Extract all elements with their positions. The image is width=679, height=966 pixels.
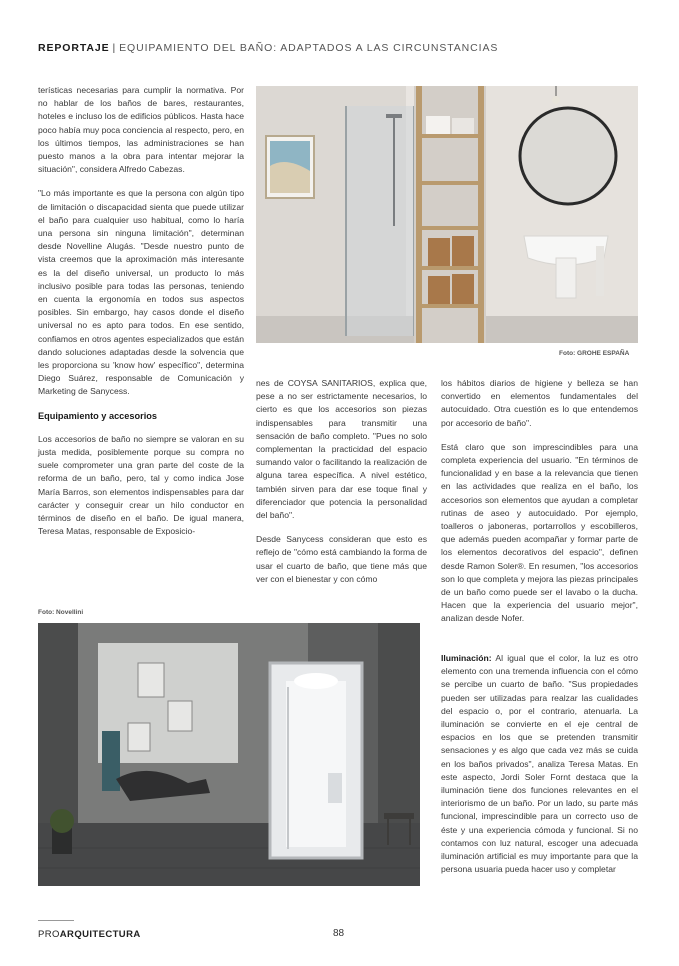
photo-caption: Foto: Novellini: [38, 609, 84, 616]
paragraph: los hábitos diarios de higiene y belleza se han convertido en elementos fundamentales del autocuidado. Otra cuestión es lo que entendemos por accesorio de baño".: [441, 378, 638, 428]
photo-caption: Foto: GROHE ESPAÑA: [559, 350, 630, 357]
shower-room-photo: [38, 623, 420, 886]
text-column-1: [38, 84, 244, 550]
section-heading: Equipamiento y accesorios: [38, 410, 157, 421]
paragraph: "Lo más importante es que la persona con algún tipo de limitación o discapacidad sienta que puede utilizar el baño para cualquier uso habitual, como lo haría una persona sin ninguna limitación", determinan desde Novelline Alugás. "Desde nuestro punto de vista creemos que la aproximación más interesante es la del diseño universal, un producto lo más inclusivo posible para todas las personas, teniendo en cuenta la ergonomía en todos sus aspectos posibles. Sin embargo, hay casos donde el diseño universal no es apto para todos. En ese sentido, confiamos en otros agentes especializados que están dando soluciones adaptadas desde la solvencia que les proporciona su 'know how' específico", determina Diego Suárez, responsable de Comunicación y Marketing de Sanycess.: [38, 188, 244, 397]
header-separator: |: [112, 42, 117, 54]
section-label: REPORTAJE: [38, 42, 110, 54]
paragraph: Los accesorios de baño no siempre se valoran en su justa medida, posiblemente porque su compra no suele comprometer una gran parte del coste de la reforma de un baño, pero, tal y como indica Jose María Barros, son elementos indispensables para dar carácter y conseguir crear un hilo conductor en términos de diseño en el baño. De igual manera, Teresa Matas, responsable de Exposicio-: [38, 433, 244, 537]
shower-room-illustration: [38, 623, 420, 886]
paragraph: Desde Sanycess consideran que esto es reflejo de "cómo está cambiando la forma de usar el cuarto de baño, que tiene más que ver con el bienestar y con cómo: [256, 534, 427, 584]
paragraph-body: Al igual que el color, la luz es otro elemento con una tremenda influencia con el cómo se percibe un cuarto de baño. "Sus propiedades pueden ser utilizadas para realzar las cualidades del espacio o, por el contrario, atenuarla. La iluminación se convierte en el eje central de espacios en los que se pretenden transmitir sensaciones y es algo que cada vez más se cuida en los baños privados", analiza Teresa Matas. En este aspecto, Jordi Soler Fornt destaca que la iluminación tiene dos funciones relevantes en el interiorismo de un baño. Por un lado, su parte más funcional, imprescindible para un correcto uso de éste y una experiencia cómoda y funcional. Si no contamos con luz natural, escoger una adecuada iluminación artificial es muy importante para que la persona usuaria pueda hacer uso y completar: [441, 653, 638, 875]
paragraph: terísticas necesarias para cumplir la normativa. Por no hablar de los baños de bares, restaurantes, hoteles e incluso los de edificios públicos. Hasta hace poco había muy poca conciencia al respecto, pero, en los últimos tiempos, las administraciones se han puesto manos a la obra para intentar mejorar la situación", considera Alfredo Cabezas.: [38, 85, 244, 175]
publication-brand: [38, 929, 141, 940]
footer-rule: [38, 920, 74, 921]
page-number: 88: [333, 928, 345, 939]
brand-name: ARQUITECTURA: [59, 929, 141, 940]
bathroom-illustration: [256, 86, 638, 343]
paragraph-lead: Iluminación:: [441, 653, 492, 663]
article-subtitle: EQUIPAMIENTO DEL BAÑO: ADAPTADOS A LAS CIRCUNSTANCIAS: [119, 42, 499, 54]
bathroom-photo: [256, 86, 638, 343]
brand-prefix: PRO: [38, 929, 60, 940]
paragraph: Está claro que son imprescindibles para una completa experiencia del usuario. "En términos de funcionalidad y en base a la relevancia que tienen en las actividades que realiza en el baño, los accesorios son elementos que ayudan a completar rutinas de aseo y autocuidado. Por ejemplo, toalleros o jaboneras, portarrollos y escobilleros, que además pueden acompañar y formar parte de los elementos decorativos del espacio", definen desde Ramon Soler®. En resumen, "los accesorios son lo que completa y mejora las piezas principales de un baño como puede ser el lavabo o la ducha. Hacen que la experiencia del usuario mejor", analizan desde Nofer.: [441, 441, 638, 624]
page-header: [38, 42, 498, 54]
text-column-3: [441, 377, 638, 637]
paragraph: [441, 652, 638, 876]
text-column-2: [256, 377, 427, 597]
text-column-3-continued: [441, 652, 638, 887]
paragraph: nes de COYSA SANITARIOS, explica que, pese a no ser estrictamente necesarios, lo cierto es que los accesorios son piezas indispensables para transmitir una sensación de baño completo. "Pues no solo complementan la practicidad del espacio sumando valor o facilitando la realización de alguna tarea específica. A nivel estético, también sirven para dar ese toque final y diferenciador que potencia la personalidad del baño".: [256, 378, 427, 521]
